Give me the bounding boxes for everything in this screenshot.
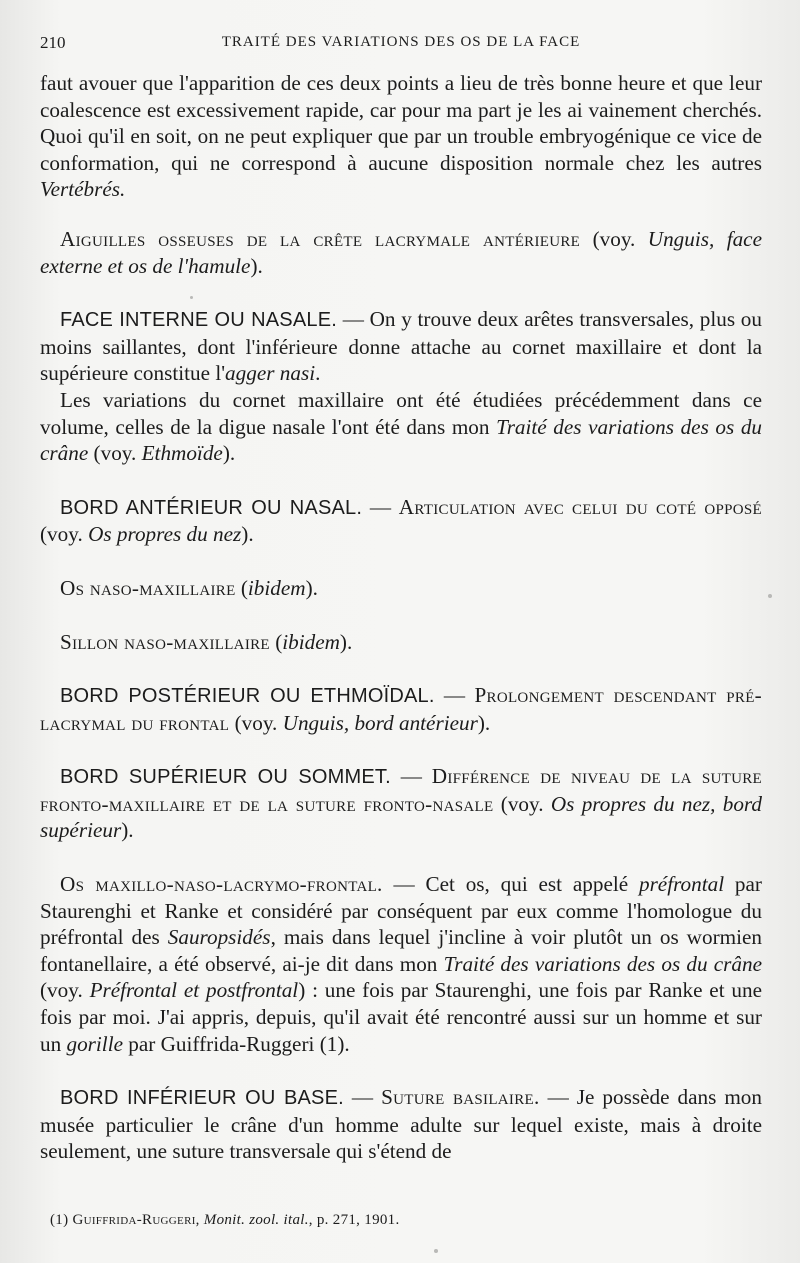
section-face-interne: FACE INTERNE OU NASALE. — On y trouve deux arêtes transversales, plus ou moins saillantes, dont l'inférieure donne attache au cornet maxillaire et dont la supérieure constitue l'agger nasi. [40, 307, 762, 386]
section-bord-anterieur: BORD ANTÉRIEUR OU NASAL. — Articulation avec celui du coté opposé (voy. Os propres du nez). [40, 494, 763, 547]
running-title: TRAITÉ DES VARIATIONS DES OS DE LA FACE [221, 34, 581, 50]
section-bord-posterieur: BORD POSTÉRIEUR OU ETHMOÏDAL. — Prolongement descendant pré-lacrymal du frontal (voy. Unguis, bord antérieur). [40, 683, 763, 735]
entry-heading: Articulation avec celui du coté opposé [398, 494, 763, 519]
section-heading: FACE INTERNE OU NASALE. [60, 309, 338, 332]
section-heading: BORD INFÉRIEUR OU BASE. [60, 1087, 344, 1110]
entry-heading: Suture basilaire. [381, 1085, 540, 1110]
entry-heading: Sillon naso-maxillaire [60, 629, 270, 654]
section-bord-inferieur: BORD INFÉRIEUR OU BASE. — Suture basilaire. — Je possède dans mon musée particulier le crâne d'un homme adulte sur lequel existe, mais à droite seulement, une suture transversale qui s'étend de [40, 1085, 762, 1164]
entry-heading: Aiguilles osseuses de la crête lacrymale antérieure [60, 226, 581, 251]
section-heading: BORD POSTÉRIEUR OU ETHMOÏDAL. [60, 685, 435, 708]
section-bord-superieur: BORD SUPÉRIEUR OU SOMMET. — Différence de niveau de la suture fronto-maxillaire et de la suture fronto-nasale (voy. Os propres du nez, bord supérieur). [40, 764, 762, 843]
paper-speck [434, 1249, 438, 1253]
paper-speck [768, 594, 772, 598]
entry-heading: Différence de niveau de la suture fronto-maxillaire et de la suture fronto-nasale [40, 764, 762, 816]
paragraph-cornet-maxillaire: Les variations du cornet maxillaire ont été étudiées précédemment dans ce volume, celles de la digue nasale l'ont été dans mon Traité des variations des os du crâne (voy. Ethmoïde). [40, 387, 763, 466]
running-header [40, 33, 762, 57]
page-number: 210 [40, 33, 66, 52]
footnote: (1) Guiffrida-Ruggeri, Monit. zool. ital., p. 271, 1901. [50, 1212, 400, 1228]
entry-os-maxillo-naso-lacrymo-frontal: Os maxillo-naso-lacrymo-frontal. — Cet os, qui est appelé préfrontal par Staurenghi et Ranke et considéré par conséquent par eux comme l'homologue du préfrontal des Sauropsidés, mais dans lequel j'incline à voir plutôt un os wormien fontanellaire, a été observé, ai-je dit dans mon Traité des variations des os du crâne (voy. Préfrontal et postfrontal) : une fois par Staurenghi, une fois par Ranke et une fois par moi. J'ai appris, depuis, qu'il avait été rencontré aussi sur un homme et sur un gorille par Guiffrida-Ruggeri (1). [40, 872, 762, 1056]
entry-os-naso-maxillaire: Os naso-maxillaire (ibidem). [60, 575, 318, 600]
page-body [40, 70, 762, 1165]
section-heading: BORD ANTÉRIEUR OU NASAL. [60, 496, 363, 519]
section-heading: BORD SUPÉRIEUR OU SOMMET. [60, 766, 391, 789]
entry-sillon-naso-maxillaire: Sillon naso-maxillaire (ibidem). [60, 629, 353, 654]
footnote-journal: Monit. zool. ital. [203, 1212, 309, 1228]
entry-heading: Prolongement descendant pré-lacrymal du frontal [40, 683, 763, 735]
paper-speck [190, 296, 193, 299]
paragraph-continuation: faut avouer que l'apparition de ces deux points a lieu de très bonne heure et que leur coalescence est excessivement rapide, car pour ma part je les ai vainement cherchés. Quoi qu'il en soit, on ne peut expliquer que par un trouble embryogénique ce vice de conformation, qui ne correspond à aucune disposition normale chez les autres Vertébrés. [40, 71, 762, 202]
footnote-author: Guiffrida-Ruggeri [72, 1212, 196, 1228]
entry-heading: Os naso-maxillaire [60, 575, 236, 600]
entry-aiguilles-osseuses: Aiguilles osseuses de la crête lacrymale antérieure (voy. Unguis, face externe et os de l'hamule). [40, 226, 762, 278]
entry-heading: Os maxillo-naso-lacrymo-frontal. [60, 872, 383, 897]
